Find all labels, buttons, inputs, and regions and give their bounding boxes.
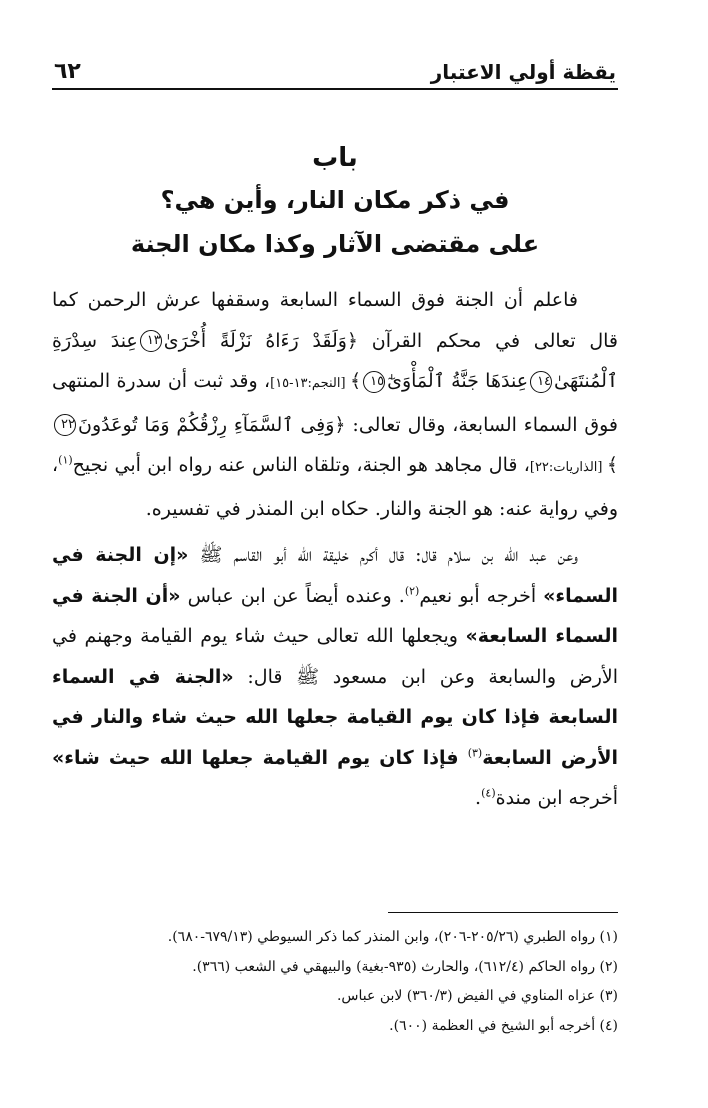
verse-15: عِندَهَا جَنَّةُ ٱلْمَأْوَىٰٓ <box>387 370 529 392</box>
paragraph-2 <box>52 535 618 819</box>
footnote-1: (١) رواه الطبري (٢٠٥/٢٦-٢٠٦)، وابن المنذر كما ذكر السيوطي (٦٧٩/١٣-٦٨٠). <box>167 929 618 945</box>
running-header <box>52 52 618 90</box>
paragraph-2-c: أخرجه أبو نعيم <box>419 584 544 607</box>
chapter-title: في ذكر مكان النار، وأين هي؟ <box>160 186 510 214</box>
paragraph-2-f: ويجعلها الله تعالى حيث شاء يوم القيامة وجهنم في الأرض والسابعة وعن ابن مسعود ﷺ قال: <box>52 625 619 688</box>
chapter-subtitle: على مقتضى الآثار وكذا مكان الجنة <box>130 230 540 258</box>
surah-reference-2: [الذاريات:٢٢] <box>529 460 607 475</box>
main-text <box>52 280 618 819</box>
footnote-4: (٤) أخرجه أبو الشيخ في العظمة (٦٠٠). <box>389 1017 618 1034</box>
paragraph-2-i: أخرجه ابن مندة <box>495 787 618 809</box>
hadith-quote-1: «إن الجنة في السماء» <box>52 544 618 607</box>
ornate-bracket-close-2: ﴾ <box>606 454 619 476</box>
paragraph-1-middle-2: ، قال مجاهد هو الجنة، وتلقاه الناس عنه رواه ابن أبي نجيح <box>72 454 530 476</box>
footnote-3: (٣) عزاه المناوي في الفيض (٣٦٠/٣) لابن عباس. <box>336 988 618 1004</box>
paragraph-1 <box>52 280 618 529</box>
ayah-number-22: ٢٢ <box>54 414 76 436</box>
footnote-marker-2[interactable]: (٢) <box>404 584 420 598</box>
footnote-2: (٢) رواه الحاكم (٦١٢/٤)، والحارث (٩٣٥-بغية) والبيهقي في الشعب (٣٦٦). <box>192 958 618 975</box>
book-page <box>52 52 618 1072</box>
paragraph-1-intro: فاعلم أن الجنة فوق السماء السابعة وسقفها عرش الرحمن كما قال تعالى في محكم القرآن <box>52 289 619 352</box>
footnotes <box>52 912 618 1041</box>
surah-reference-1: [النجم:١٣-١٥] <box>270 376 350 391</box>
chapter-label: باب <box>312 143 358 173</box>
running-title: يقظة أولي الاعتبار <box>430 60 616 84</box>
verse-13: وَلَقَدْ رَءَاهُ نَزْلَةً أُخْرَىٰ <box>163 329 347 352</box>
footnote-marker-3[interactable]: (٣) <box>467 746 483 760</box>
verse-22: وَفِى ٱلسَّمَآءِ رِزْقُكُمْ وَمَا تُوعَدُونَ <box>78 413 335 436</box>
footnote-marker-1[interactable]: (١) <box>58 453 73 467</box>
hadith-quote-3: «الجنة في السماء السابعة فإذا كان يوم القيامة جعلها الله حيث شاء والنار في الأرض السابعة <box>52 665 618 769</box>
hadith-quote-2: «أن الجنة في السماء السابعة» <box>52 584 619 647</box>
footnote-marker-4[interactable]: (٤) <box>481 786 496 800</box>
page-number: ٦٢ <box>54 59 81 84</box>
ornate-bracket-open: ﴿ <box>346 329 359 352</box>
chapter-heading <box>52 138 618 266</box>
paragraph-2-a: وعن عبد الله بن سلام قال: قال أكرم خليقة الله أبو القاسم ﷺ <box>188 544 578 566</box>
ornate-bracket-close: ﴾ <box>349 370 362 392</box>
hadith-quote-3-cont: فإذا كان يوم القيامة جعلها الله حيث شاء» <box>52 746 468 769</box>
ayah-number-15: ١٥ <box>363 371 385 393</box>
paragraph-2-d: . وعنده أيضاً عن ابن عباس <box>180 584 405 607</box>
verse-14: عِندَ سِدْرَةِ ٱلْمُنتَهَىٰ <box>52 329 618 392</box>
paragraph-2-j: . <box>475 787 482 809</box>
paragraph-1-tail: ، وفي رواية عنه: هو الجنة والنار. حكاه ابن المنذر في تفسيره. <box>52 454 618 520</box>
ornate-bracket-open-2: ﴿ <box>334 413 346 436</box>
paragraph-1-middle: ، وقد ثبت أن سدرة المنتهى فوق السماء السابعة، وقال تعالى: <box>52 370 618 436</box>
ayah-number-14: ١٤ <box>530 371 552 393</box>
ayah-number-13: ١٣ <box>140 330 162 352</box>
footnote-divider <box>388 912 618 913</box>
